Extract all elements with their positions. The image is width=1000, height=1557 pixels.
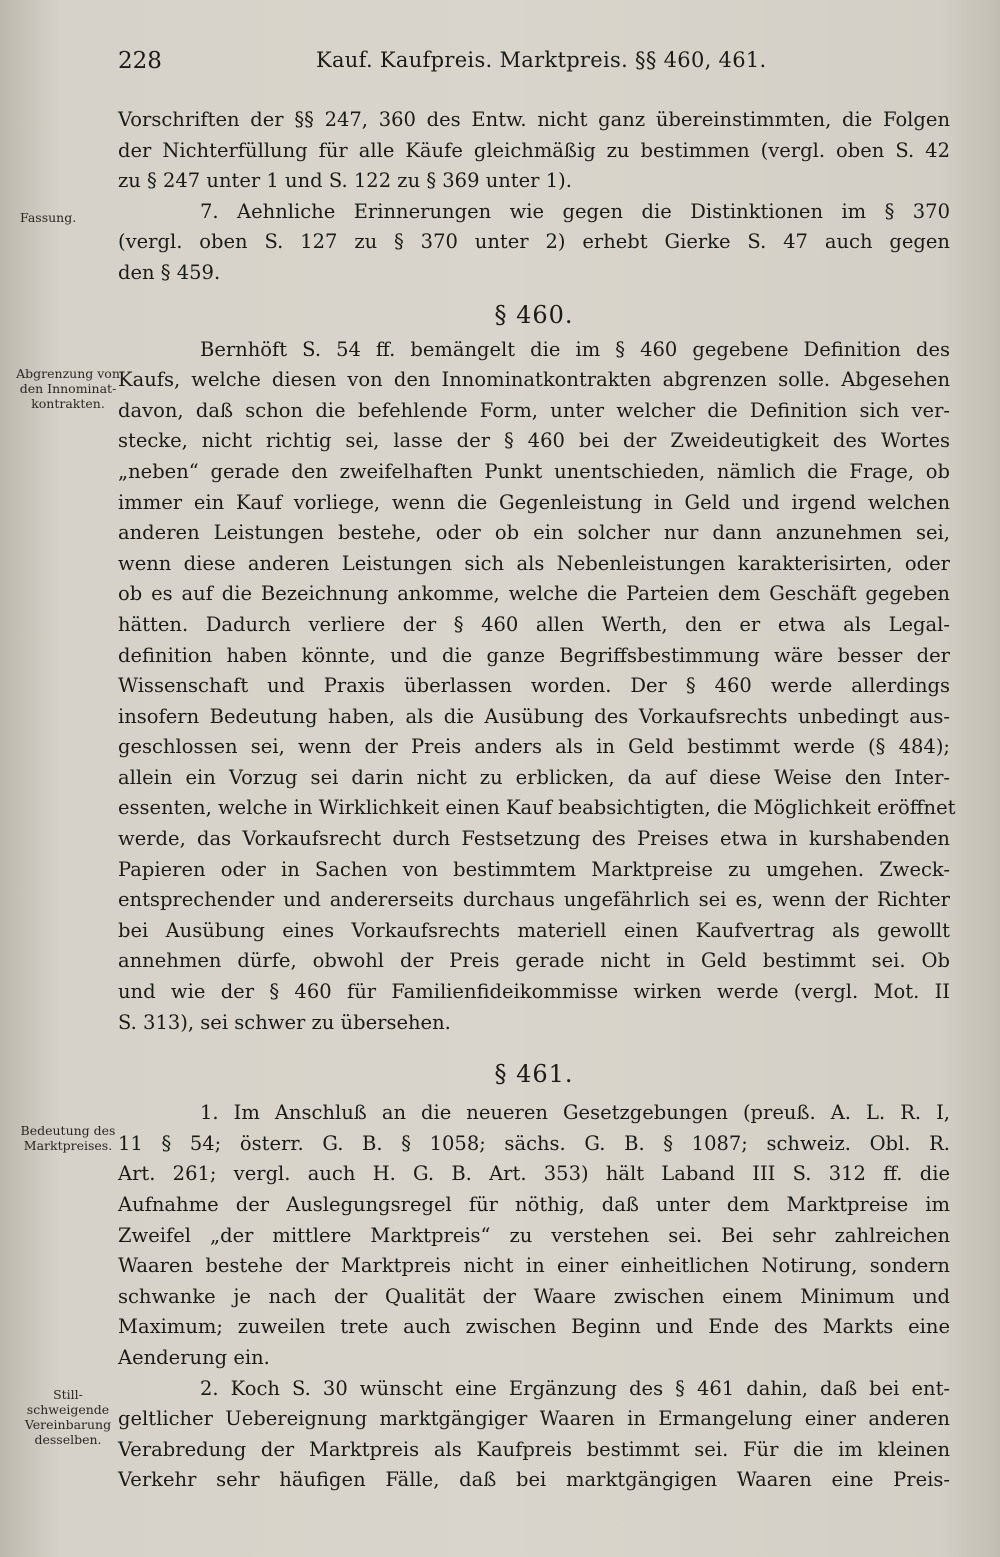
section-heading-461: § 461.: [494, 1060, 574, 1089]
text-line: allein ein Vorzug sei darin nicht zu erblicken, da auf diese Weise den Inter-: [118, 765, 950, 789]
section-heading-460: § 460.: [494, 300, 574, 329]
text-line: und wie der § 460 für Familienfideikommisse wirken werde (vergl. Mot. II: [118, 980, 950, 1004]
text-line: Aufnahme der Auslegungsregel für nöthig, daß unter dem Marktpreise im: [118, 1193, 950, 1216]
text-line: der Nichterfüllung für alle Käufe gleichmäßig zu bestimmen (vergl. oben S. 42: [118, 138, 950, 162]
text-line: insofern Bedeutung haben, als die Ausübung des Vorkaufsrechts unbedingt aus-: [118, 704, 950, 728]
text-line: ob es auf die Bezeichnung ankomme, welche die Parteien dem Geschäft gegeben: [118, 582, 950, 606]
text-line: Maximum; zuweilen trete auch zwischen Beginn und Ende des Markts eine: [118, 1315, 950, 1339]
text-line: 11 § 54; österr. G. B. § 1058; sächs. G. B. § 1087; schweiz. Obl. R.: [118, 1131, 950, 1155]
text-line: Kaufs, welche diesen von den Innominatkontrakten abgrenzen solle. Abgesehen: [118, 368, 950, 392]
text-line: stecke, nicht richtig sei, lasse der § 460 bei der Zweideutigkeit des Wortes: [118, 429, 950, 453]
text-line: definition haben könnte, und die ganze Begriffsbestimmung wäre besser der: [118, 643, 950, 667]
text-line: geschlossen sei, wenn der Preis anders als in Geld bestimmt werde (§ 484);: [118, 735, 950, 759]
text-line: davon, daß schon die befehlende Form, unter welcher die Definition sich ver-: [118, 398, 950, 422]
text-line: den § 459.: [118, 260, 221, 284]
page-header: [118, 44, 948, 84]
text-line: wenn diese anderen Leistungen sich als Nebenleistungen karakterisirten, oder: [118, 551, 950, 575]
text-line: schwanke je nach der Qualität der Waare zwischen einem Minimum und: [118, 1284, 950, 1308]
text-line: annehmen dürfe, obwohl der Preis gerade nicht in Geld bestimmt sei. Ob: [118, 949, 950, 973]
text-line: geltlicher Uebereignung marktgängiger Waaren in Ermangelung einer anderen: [118, 1407, 950, 1431]
text-line: Aenderung ein.: [118, 1345, 270, 1369]
text-line: Wissenschaft und Praxis überlassen worden. Der § 460 werde allerdings: [118, 674, 950, 698]
text-line: 7. Aehnliche Erinnerungen wie gegen die Distinktionen im § 370: [200, 199, 950, 223]
body-text: [118, 105, 956, 1496]
text-line: entsprechender und andererseits durchaus ungefährlich sei es, wenn der Richter: [118, 888, 950, 912]
text-line: Zweifel „der mittlere Marktpreis“ zu verstehen sei. Bei sehr zahlreichen: [118, 1223, 950, 1247]
margin-note-bedeutung: Bedeutung des Marktpreises.: [20, 1123, 116, 1153]
text-line: Papieren oder in Sachen von bestimmtem Marktpreise zu umgehen. Zweck-: [118, 857, 950, 881]
text-line: 2. Koch S. 30 wünscht eine Ergänzung des § 461 dahin, daß bei ent-: [200, 1376, 950, 1400]
text-line: hätten. Dadurch verliere der § 460 allen Werth, den er etwa als Legal-: [118, 612, 950, 636]
text-line: anderen Leistungen bestehe, oder ob ein solcher nur dann anzunehmen sei,: [118, 521, 950, 545]
running-title: Kauf. Kaufpreis. Marktpreis. §§ 460, 461.: [316, 48, 767, 72]
text-line: Vorschriften der §§ 247, 360 des Entw. nicht ganz übereinstimmten, die Folgen: [118, 108, 950, 131]
margin-note-abgrenzung: Abgrenzung von den Innominat- kontrakten.: [16, 366, 120, 411]
text-line: zu § 247 unter 1 und S. 122 zu § 369 unter 1).: [118, 169, 572, 193]
text-line: Bernhöft S. 54 ff. bemängelt die im § 460 gegebene Definition des: [200, 337, 950, 361]
margin-note-stillschweigende: Still- schweigende Vereinbarung desselben.: [24, 1387, 112, 1447]
text-line: „neben“ gerade den zweifelhaften Punkt unentschieden, nämlich die Frage, ob: [118, 459, 950, 483]
margin-note-fassung: Fassung.: [20, 210, 77, 225]
text-line: bei Ausübung eines Vorkaufsrechts materiell einen Kaufvertrag als gewollt: [118, 918, 950, 942]
text-line: (vergl. oben S. 127 zu § 370 unter 2) erhebt Gierke S. 47 auch gegen: [118, 230, 950, 254]
text-line: Verabredung der Marktpreis als Kaufpreis bestimmt sei. Für die im kleinen: [118, 1437, 950, 1461]
text-line: Waaren bestehe der Marktpreis nicht in einer einheitlichen Notirung, sondern: [118, 1254, 950, 1278]
text-line: Verkehr sehr häufigen Fälle, daß bei marktgängigen Waaren eine Preis-: [118, 1468, 950, 1492]
text-line: S. 313), sei schwer zu übersehen.: [118, 1010, 451, 1034]
page-number: 228: [118, 48, 162, 74]
text-line: essenten, welche in Wirklichkeit einen Kauf beabsichtigten, die Möglichkeit eröffnet: [118, 796, 956, 820]
text-line: Art. 261; vergl. auch H. G. B. Art. 353) hält Laband III S. 312 ff. die: [118, 1162, 950, 1186]
text-line: 1. Im Anschluß an die neueren Gesetzgebungen (preuß. A. L. R. I,: [200, 1101, 950, 1125]
text-line: werde, das Vorkaufsrecht durch Festsetzung des Preises etwa in kurshabenden: [118, 827, 950, 851]
text-line: immer ein Kauf vorliege, wenn die Gegenleistung in Geld und irgend welchen: [118, 490, 950, 514]
